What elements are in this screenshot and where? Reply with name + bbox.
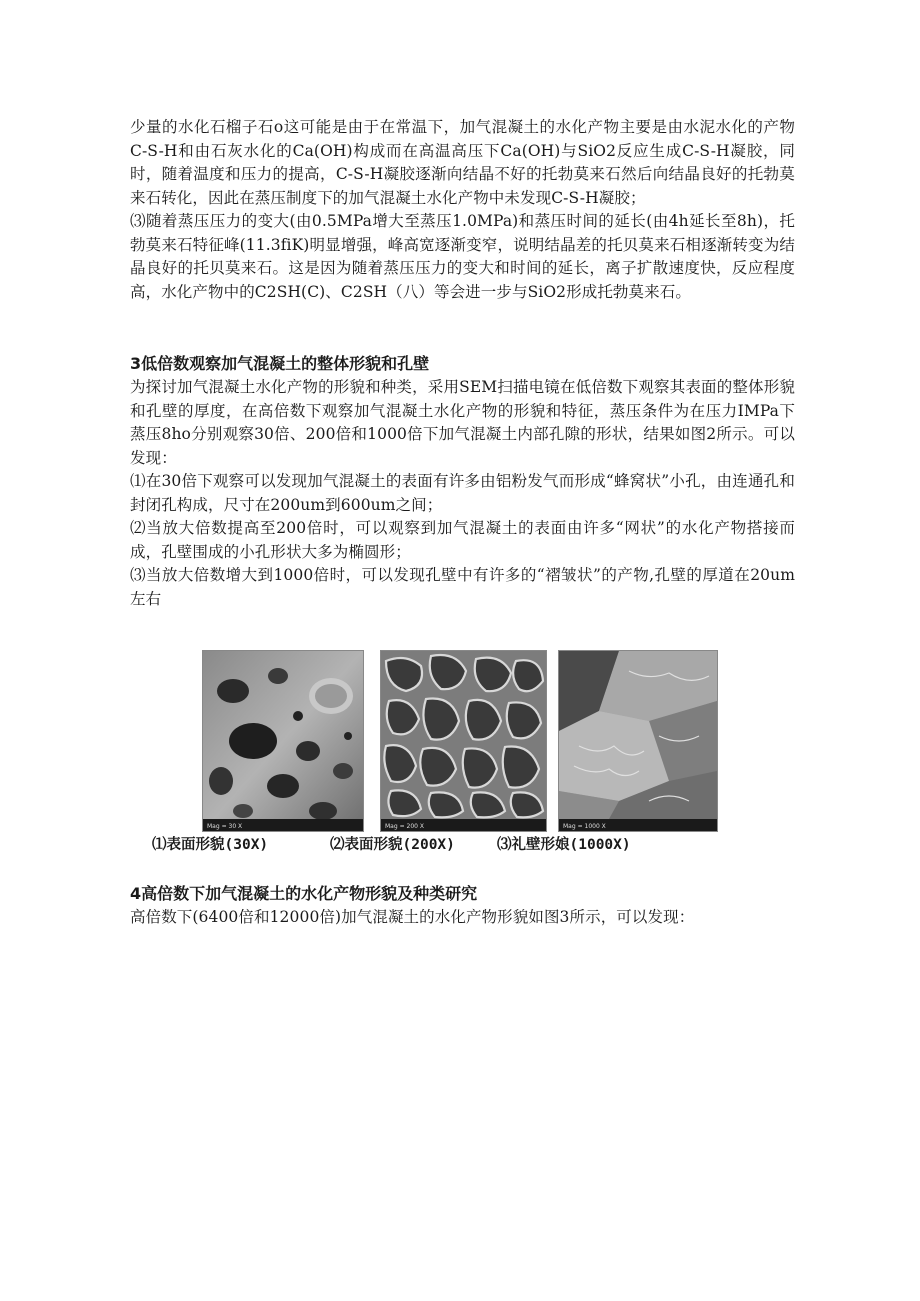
paragraph: ⑴在30倍下观察可以发现加气混凝土的表面有许多由铝粉发气而形成“蜂窝状”小孔，由连通孔和封闭孔构成，尺寸在200um到600um之间； — [130, 472, 795, 514]
magnification-label: Mag = 200 X — [385, 823, 424, 830]
sem-figure — [200, 650, 720, 832]
paragraph: ⑵当放大倍数提高至200倍时，可以观察到加气混凝土的表面由许多“网状”的水化产物搭接而成，孔壁围成的小孔形状大多为椭圆形； — [130, 519, 795, 561]
paragraph: ⑶当放大倍数增大到1000倍时，可以发现孔壁中有许多的“褶皱状”的产物,孔壁的厚道在20um左右 — [130, 566, 795, 608]
section-4 — [130, 882, 795, 930]
section-heading: 3低倍数观察加气混凝土的整体形貌和孔壁 — [130, 354, 430, 373]
magnification-label: Mag = 30 X — [207, 823, 243, 830]
figure-caption-2: ⑵表面形貌(200X) — [330, 837, 455, 853]
magnification-label: Mag = 1000 X — [563, 823, 606, 830]
figure-caption-3: ⑶礼壁形娘(1000X) — [497, 837, 631, 853]
paragraph: 为探讨加气混凝土水化产物的形貌和种类，采用SEM扫描电镜在低倍数下观察其表面的整体形貌和孔壁的厚度，在高倍数下观察加气混凝土水化产物的形貌和特征，蒸压条件为在压力IMPa下蒸压8ho分别观察30倍、200倍和1000倍下加气混凝土内部孔隙的形状，结果如图2所示。可以发现： — [130, 378, 795, 467]
paragraph: 高倍数下(6400倍和12000倍)加气混凝土的水化产物形貌如图3所示，可以发现： — [130, 908, 695, 926]
section-3 — [130, 352, 795, 611]
paragraph: 少量的水化石榴子石o这可能是由于在常温下，加气混凝土的水化产物主要是由水泥水化的产物C-S-H和由石灰水化的Ca(OH)构成而在高温高压下Ca(OH)与SiO2反应生成C-S-H凝胶，同时，随着温度和压力的提高，C-S-H凝胶逐渐向结晶不好的托勃莫来石然后向结晶良好的托勃莫来石转化，因此在蒸压制度下的加气混凝土水化产物中未发现C-S-H凝胶； — [130, 118, 795, 207]
sem-image-1000x — [558, 650, 718, 832]
paragraph: ⑶随着蒸压压力的变大(由0.5MPa增大至蒸压1.0MPa)和蒸压时间的延长(由4h延长至8h)，托勃莫来石特征峰(11.3fiK)明显增强，峰高宽逐渐变窄，说明结晶差的托贝莫来石相逐渐转变为结晶良好的托贝莫来石。这是因为随着蒸压压力的变大和时间的延长，离子扩散速度快，反应程度高，水化产物中的C2SH(C)、C2SH（八）等会进一步与SiO2形成托勃莫来石。 — [130, 212, 795, 301]
section-heading: 4高倍数下加气混凝土的水化产物形貌及种类研究 — [130, 884, 478, 903]
figure-caption-1: ⑴表面形貌(30X) — [152, 837, 269, 853]
intro-section — [130, 116, 795, 304]
sem-image-30x — [202, 650, 364, 832]
sem-image-200x — [380, 650, 547, 832]
